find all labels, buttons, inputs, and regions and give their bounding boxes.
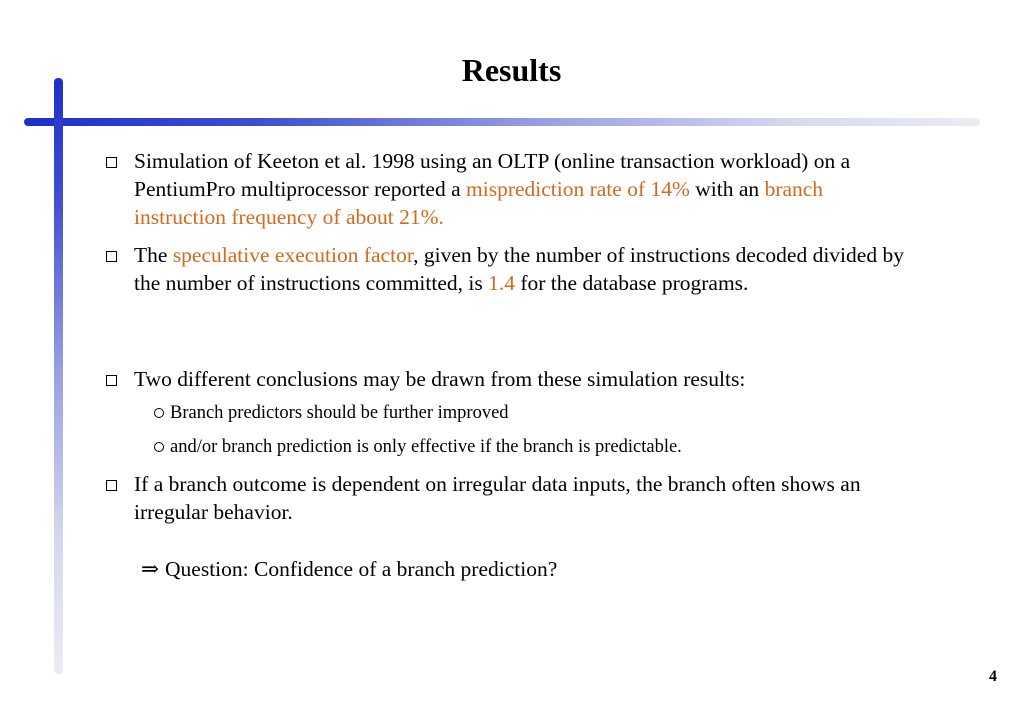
sub-bullet-prediction-effective [154,435,914,459]
highlight-factor-value: 1.4 [488,271,515,295]
sub-bullet-predictors-improved [154,401,914,425]
square-bullet-icon [106,241,130,269]
bullet-text [134,241,906,297]
text-segment: If a branch outcome is dependent on irregular data inputs, the branch often shows an irregular behavior. [134,472,861,524]
question-line [141,555,557,583]
square-bullet-icon [106,470,130,498]
sub-bullet-text: and/or branch prediction is only effective if the branch is predictable. [170,437,682,457]
highlight-speculative-execution-factor: speculative execution factor [172,243,414,267]
question-text: Question: Confidence of a branch prediction? [165,557,558,581]
text-segment: The [134,243,173,267]
text-segment: , given by the number of instructions decoded divided by the number of instructions committed, is [134,243,904,295]
circle-bullet-icon [154,442,164,452]
page-number: 4 [989,668,997,685]
highlight-branch-frequency: branch instruction frequency of about 21%. [134,177,824,229]
implies-arrow-icon: ⇒ [141,557,160,581]
sub-bullet-text: Branch predictors should be further improved [170,403,509,423]
horizontal-accent-bar [24,118,980,126]
vertical-accent-bar [54,78,63,674]
bullet-text [134,470,906,526]
text-segment: with an [689,177,765,201]
text-segment: Two different conclusions may be drawn from these simulation results: [134,367,746,391]
text-segment: Simulation of Keeton et al. 1998 using an OLTP (online transaction workload) on a PentiumPro multiprocessor reported a [134,149,851,201]
bullet-conclusions [106,365,906,393]
highlight-misprediction-rate: misprediction rate of 14% [466,177,690,201]
bullet-speculative-factor [106,241,906,297]
slide-title: Results [461,52,562,88]
bullet-text [134,147,906,231]
circle-bullet-icon [154,408,164,418]
square-bullet-icon [106,365,130,393]
bullet-simulation [106,147,906,231]
square-bullet-icon [106,147,130,175]
bullet-text [134,365,906,393]
text-segment: for the database programs. [514,271,749,295]
bullet-irregular-data [106,470,906,526]
